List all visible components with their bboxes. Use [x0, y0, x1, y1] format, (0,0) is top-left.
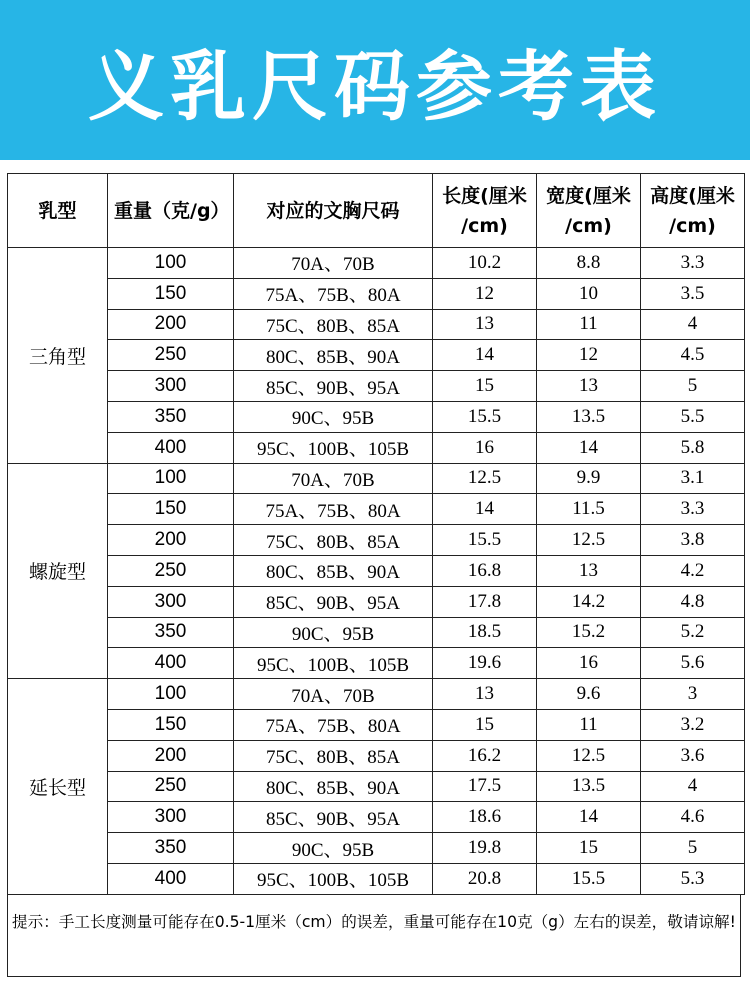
weight-cell: 300	[108, 802, 234, 833]
table-row	[8, 371, 745, 402]
weight-cell: 100	[108, 463, 234, 494]
table-row	[8, 463, 745, 494]
table-row	[8, 709, 745, 740]
length-cell: 15.5	[433, 525, 537, 556]
weight-cell: 350	[108, 401, 234, 432]
bra-size-cell: 75A、75B、80A	[234, 709, 433, 740]
width-cell: 15.2	[537, 617, 641, 648]
weight-cell: 300	[108, 371, 234, 402]
height-cell: 4	[641, 771, 745, 802]
length-cell: 15	[433, 371, 537, 402]
height-cell: 4.8	[641, 586, 745, 617]
bra-size-cell: 70A、70B	[234, 248, 433, 279]
weight-cell: 100	[108, 248, 234, 279]
bra-size-cell: 70A、70B	[234, 679, 433, 710]
height-cell: 3.1	[641, 463, 745, 494]
table-row	[8, 802, 745, 833]
bra-size-cell: 85C、90B、95A	[234, 802, 433, 833]
table-row	[8, 278, 745, 309]
header-width	[537, 174, 641, 248]
bra-size-cell: 95C、100B、105B	[234, 863, 433, 894]
weight-cell: 150	[108, 494, 234, 525]
header-cup: 对应的文胸尺码	[234, 174, 433, 248]
length-cell: 10.2	[433, 248, 537, 279]
measurement-note: 提示：手工长度测量可能存在0.5-1厘米（cm）的误差，重量可能存在10克（g）左右的误差，敬请谅解!	[7, 895, 741, 977]
width-cell: 14	[537, 432, 641, 463]
length-cell: 15.5	[433, 401, 537, 432]
length-cell: 18.6	[433, 802, 537, 833]
bra-size-cell: 95C、100B、105B	[234, 648, 433, 679]
width-cell: 9.9	[537, 463, 641, 494]
height-cell: 3.2	[641, 709, 745, 740]
table-row	[8, 586, 745, 617]
header-length-line1: 长度(厘米	[442, 184, 527, 207]
table-row	[8, 309, 745, 340]
weight-cell: 400	[108, 432, 234, 463]
weight-cell: 150	[108, 278, 234, 309]
length-cell: 19.6	[433, 648, 537, 679]
width-cell: 12	[537, 340, 641, 371]
width-cell: 16	[537, 648, 641, 679]
height-cell: 5.2	[641, 617, 745, 648]
page-title: 义乳尺码参考表	[88, 41, 662, 131]
table-row	[8, 740, 745, 771]
weight-cell: 250	[108, 771, 234, 802]
length-cell: 18.5	[433, 617, 537, 648]
weight-cell: 150	[108, 709, 234, 740]
bra-size-cell: 80C、85B、90A	[234, 771, 433, 802]
width-cell: 14	[537, 802, 641, 833]
breast-form-type: 螺旋型	[8, 463, 108, 679]
width-cell: 13.5	[537, 401, 641, 432]
height-cell: 3	[641, 679, 745, 710]
table-row	[8, 555, 745, 586]
size-table	[7, 173, 745, 895]
header-length-line2: /cm)	[461, 214, 508, 237]
weight-cell: 200	[108, 525, 234, 556]
height-cell: 5	[641, 833, 745, 864]
length-cell: 14	[433, 494, 537, 525]
table-row	[8, 863, 745, 894]
table-row	[8, 617, 745, 648]
width-cell: 8.8	[537, 248, 641, 279]
header-height-line2: /cm)	[669, 214, 716, 237]
length-cell: 13	[433, 679, 537, 710]
width-cell: 11	[537, 309, 641, 340]
header-height-line1: 高度(厘米	[650, 184, 735, 207]
table-row	[8, 432, 745, 463]
weight-cell: 400	[108, 863, 234, 894]
length-cell: 13	[433, 309, 537, 340]
height-cell: 3.5	[641, 278, 745, 309]
table-row	[8, 771, 745, 802]
length-cell: 12	[433, 278, 537, 309]
weight-cell: 300	[108, 586, 234, 617]
length-cell: 19.8	[433, 833, 537, 864]
length-cell: 12.5	[433, 463, 537, 494]
table-row	[8, 401, 745, 432]
height-cell: 3.3	[641, 248, 745, 279]
table-row	[8, 248, 745, 279]
header-type: 乳型	[8, 174, 108, 248]
height-cell: 5.5	[641, 401, 745, 432]
size-chart	[7, 173, 744, 977]
width-cell: 15.5	[537, 863, 641, 894]
length-cell: 20.8	[433, 863, 537, 894]
height-cell: 5	[641, 371, 745, 402]
width-cell: 11	[537, 709, 641, 740]
height-cell: 5.6	[641, 648, 745, 679]
width-cell: 15	[537, 833, 641, 864]
title-banner	[0, 0, 750, 160]
bra-size-cell: 75A、75B、80A	[234, 494, 433, 525]
height-cell: 4.6	[641, 802, 745, 833]
width-cell: 13	[537, 371, 641, 402]
height-cell: 4	[641, 309, 745, 340]
length-cell: 14	[433, 340, 537, 371]
bra-size-cell: 95C、100B、105B	[234, 432, 433, 463]
length-cell: 15	[433, 709, 537, 740]
table-row	[8, 648, 745, 679]
table-row	[8, 525, 745, 556]
weight-cell: 250	[108, 555, 234, 586]
bra-size-cell: 75C、80B、85A	[234, 309, 433, 340]
width-cell: 12.5	[537, 525, 641, 556]
length-cell: 16.2	[433, 740, 537, 771]
height-cell: 3.3	[641, 494, 745, 525]
bra-size-cell: 75A、75B、80A	[234, 278, 433, 309]
height-cell: 3.6	[641, 740, 745, 771]
header-row	[8, 174, 745, 248]
width-cell: 14.2	[537, 586, 641, 617]
height-cell: 4.5	[641, 340, 745, 371]
width-cell: 13	[537, 555, 641, 586]
header-width-line2: /cm)	[565, 214, 612, 237]
width-cell: 10	[537, 278, 641, 309]
height-cell: 4.2	[641, 555, 745, 586]
weight-cell: 400	[108, 648, 234, 679]
length-cell: 17.8	[433, 586, 537, 617]
weight-cell: 200	[108, 309, 234, 340]
bra-size-cell: 80C、85B、90A	[234, 555, 433, 586]
bra-size-cell: 75C、80B、85A	[234, 740, 433, 771]
breast-form-type: 延长型	[8, 679, 108, 895]
table-row	[8, 833, 745, 864]
table-row	[8, 340, 745, 371]
weight-cell: 200	[108, 740, 234, 771]
bra-size-cell: 90C、95B	[234, 617, 433, 648]
weight-cell: 350	[108, 833, 234, 864]
breast-form-type: 三角型	[8, 248, 108, 464]
table-row	[8, 494, 745, 525]
width-cell: 9.6	[537, 679, 641, 710]
bra-size-cell: 70A、70B	[234, 463, 433, 494]
width-cell: 12.5	[537, 740, 641, 771]
bra-size-cell: 80C、85B、90A	[234, 340, 433, 371]
height-cell: 3.8	[641, 525, 745, 556]
bra-size-cell: 85C、90B、95A	[234, 586, 433, 617]
header-width-line1: 宽度(厘米	[546, 184, 631, 207]
length-cell: 16	[433, 432, 537, 463]
height-cell: 5.3	[641, 863, 745, 894]
height-cell: 5.8	[641, 432, 745, 463]
weight-cell: 100	[108, 679, 234, 710]
table-body	[8, 248, 745, 895]
weight-cell: 250	[108, 340, 234, 371]
width-cell: 13.5	[537, 771, 641, 802]
bra-size-cell: 85C、90B、95A	[234, 371, 433, 402]
header-height	[641, 174, 745, 248]
bra-size-cell: 90C、95B	[234, 833, 433, 864]
length-cell: 17.5	[433, 771, 537, 802]
table-row	[8, 679, 745, 710]
weight-cell: 350	[108, 617, 234, 648]
header-weight: 重量（克/g）	[108, 174, 234, 248]
bra-size-cell: 75C、80B、85A	[234, 525, 433, 556]
width-cell: 11.5	[537, 494, 641, 525]
length-cell: 16.8	[433, 555, 537, 586]
header-length	[433, 174, 537, 248]
bra-size-cell: 90C、95B	[234, 401, 433, 432]
